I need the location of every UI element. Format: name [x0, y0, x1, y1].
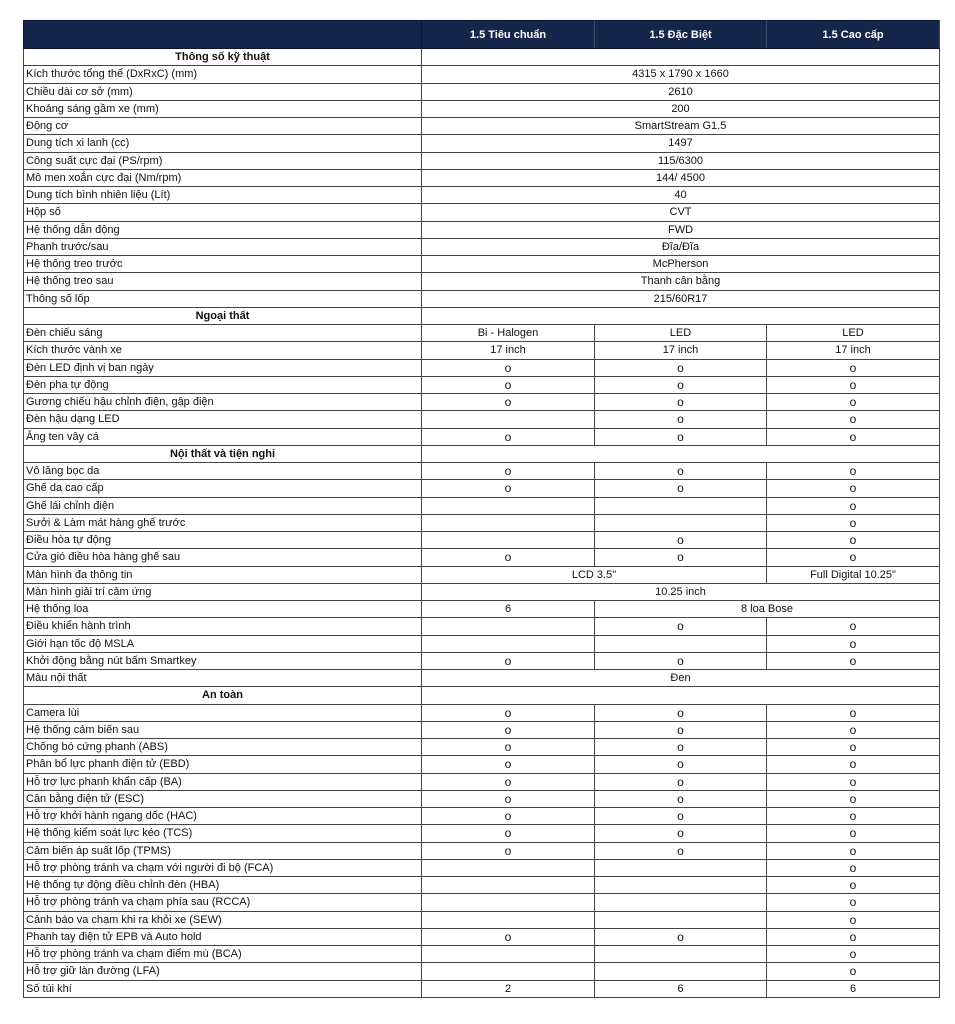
feature-available-mark: o: [767, 428, 940, 445]
feature-available-mark: o: [767, 790, 940, 807]
spec-row: [24, 342, 940, 359]
feature-available-mark: o: [422, 428, 595, 445]
section-blank-cell: [422, 445, 940, 462]
feature-available-mark: o: [767, 376, 940, 393]
spec-row: [24, 842, 940, 859]
feature-available-mark: o: [422, 480, 595, 497]
spec-row: [24, 497, 940, 514]
feature-available-mark: o: [767, 618, 940, 635]
spec-label: Ghế da cao cấp: [24, 480, 422, 497]
feature-available-mark: o: [422, 756, 595, 773]
spec-label: Hệ thống cảm biến sau: [24, 721, 422, 738]
spec-value: LED: [595, 325, 767, 342]
feature-available-mark: o: [595, 463, 767, 480]
spec-body: [24, 49, 940, 998]
spec-label: Mô men xoắn cực đại (Nm/rpm): [24, 169, 422, 186]
spec-label: Màn hình giải trí cảm ứng: [24, 583, 422, 600]
spec-label: Điều hòa tự động: [24, 532, 422, 549]
spec-label: Hộp số: [24, 204, 422, 221]
spec-value: [595, 946, 767, 963]
spec-row: [24, 721, 940, 738]
spec-value: CVT: [422, 204, 940, 221]
spec-value: Đen: [422, 670, 940, 687]
spec-value: 17 inch: [595, 342, 767, 359]
section-row: [24, 687, 940, 704]
header-trim-special: 1.5 Đặc Biệt: [595, 21, 767, 49]
spec-label: Ăng ten vây cá: [24, 428, 422, 445]
spec-label: Dung tích xi lanh (cc): [24, 135, 422, 152]
spec-label: Cảm biến áp suất lốp (TPMS): [24, 842, 422, 859]
spec-label: Số túi khí: [24, 980, 422, 997]
spec-value: SmartStream G1.5: [422, 118, 940, 135]
spec-row: [24, 756, 940, 773]
spec-row: [24, 790, 940, 807]
header-trim-premium: 1.5 Cao cấp: [767, 21, 940, 49]
spec-value: [595, 877, 767, 894]
feature-available-mark: o: [422, 376, 595, 393]
feature-available-mark: o: [422, 739, 595, 756]
feature-available-mark: o: [767, 411, 940, 428]
spec-row: [24, 359, 940, 376]
feature-available-mark: o: [767, 773, 940, 790]
spec-row: [24, 428, 940, 445]
spec-label: Hệ thống tự động điều chỉnh đèn (HBA): [24, 877, 422, 894]
spec-label: Kích thước tổng thể (DxRxC) (mm): [24, 66, 422, 83]
feature-available-mark: o: [595, 756, 767, 773]
feature-available-mark: o: [422, 359, 595, 376]
spec-label: Đèn pha tự động: [24, 376, 422, 393]
spec-value: [422, 946, 595, 963]
spec-label: Giới hạn tốc độ MSLA: [24, 635, 422, 652]
spec-value: [422, 963, 595, 980]
feature-available-mark: o: [595, 411, 767, 428]
section-row: [24, 49, 940, 66]
spec-row: [24, 514, 940, 531]
spec-value: 4315 x 1790 x 1660: [422, 66, 940, 83]
feature-available-mark: o: [422, 394, 595, 411]
spec-table: [23, 20, 940, 998]
spec-value: [422, 635, 595, 652]
spec-value: [422, 911, 595, 928]
feature-available-mark: o: [595, 928, 767, 945]
spec-label: Dung tích bình nhiên liệu (Lít): [24, 187, 422, 204]
spec-value: [422, 497, 595, 514]
feature-available-mark: o: [767, 394, 940, 411]
feature-available-mark: o: [767, 894, 940, 911]
spec-row: [24, 704, 940, 721]
spec-value: 6: [422, 601, 595, 618]
spec-value: Đĩa/Đĩa: [422, 238, 940, 255]
feature-available-mark: o: [595, 842, 767, 859]
feature-available-mark: o: [595, 808, 767, 825]
feature-available-mark: o: [767, 463, 940, 480]
spec-row: [24, 859, 940, 876]
feature-available-mark: o: [767, 911, 940, 928]
spec-value: Bi - Halogen: [422, 325, 595, 342]
spec-label: Phanh trước/sau: [24, 238, 422, 255]
spec-value: McPherson: [422, 256, 940, 273]
spec-row: [24, 877, 940, 894]
spec-row: [24, 411, 940, 428]
spec-row: [24, 204, 940, 221]
spec-row: [24, 911, 940, 928]
spec-value: [422, 532, 595, 549]
spec-value: [595, 911, 767, 928]
feature-available-mark: o: [422, 463, 595, 480]
spec-row: [24, 118, 940, 135]
spec-row: [24, 221, 940, 238]
spec-label: Camera lùi: [24, 704, 422, 721]
spec-value: [595, 894, 767, 911]
spec-value: Thanh cân bằng: [422, 273, 940, 290]
feature-available-mark: o: [422, 773, 595, 790]
feature-available-mark: o: [767, 549, 940, 566]
spec-label: Cửa gió điều hòa hàng ghế sau: [24, 549, 422, 566]
feature-available-mark: o: [767, 877, 940, 894]
spec-label: Cân bằng điện tử (ESC): [24, 790, 422, 807]
spec-label: Phân bổ lực phanh điện tử (EBD): [24, 756, 422, 773]
feature-available-mark: o: [595, 480, 767, 497]
spec-row: [24, 894, 940, 911]
section-blank-cell: [422, 307, 940, 324]
feature-available-mark: o: [767, 497, 940, 514]
spec-row: [24, 256, 940, 273]
spec-row: [24, 808, 940, 825]
spec-label: Công suất cực đại (PS/rpm): [24, 152, 422, 169]
spec-label: Đèn hậu dạng LED: [24, 411, 422, 428]
feature-available-mark: o: [767, 532, 940, 549]
feature-available-mark: o: [767, 739, 940, 756]
spec-value: [595, 514, 767, 531]
feature-available-mark: o: [767, 635, 940, 652]
spec-row: [24, 618, 940, 635]
spec-value: 2610: [422, 83, 940, 100]
spec-label: Chiều dài cơ sở (mm): [24, 83, 422, 100]
section-title: Thông số kỹ thuật: [24, 49, 422, 66]
spec-row: [24, 963, 940, 980]
spec-value: [422, 877, 595, 894]
feature-available-mark: o: [595, 376, 767, 393]
spec-row: [24, 135, 940, 152]
feature-available-mark: o: [422, 721, 595, 738]
feature-available-mark: o: [595, 618, 767, 635]
spec-row: [24, 773, 940, 790]
spec-row: [24, 394, 940, 411]
feature-available-mark: o: [595, 721, 767, 738]
spec-row: [24, 290, 940, 307]
spec-label: Gương chiếu hậu chỉnh điện, gập điện: [24, 394, 422, 411]
feature-available-mark: o: [767, 721, 940, 738]
spec-row: [24, 946, 940, 963]
spec-label: Hệ thống kiểm soát lực kéo (TCS): [24, 825, 422, 842]
spec-label: Sưởi & Làm mát hàng ghế trước: [24, 514, 422, 531]
spec-label: Chống bó cứng phanh (ABS): [24, 739, 422, 756]
spec-value: LCD 3.5": [422, 566, 767, 583]
spec-value: 40: [422, 187, 940, 204]
spec-label: Đèn chiếu sáng: [24, 325, 422, 342]
spec-label: Kích thước vành xe: [24, 342, 422, 359]
spec-row: [24, 532, 940, 549]
spec-value: 17 inch: [767, 342, 940, 359]
feature-available-mark: o: [767, 652, 940, 669]
spec-value: 8 loa Bose: [595, 601, 940, 618]
feature-available-mark: o: [422, 704, 595, 721]
spec-row: [24, 187, 940, 204]
spec-label: Điều khiển hành trình: [24, 618, 422, 635]
spec-label: Thông số lốp: [24, 290, 422, 307]
spec-row: [24, 549, 940, 566]
feature-available-mark: o: [767, 808, 940, 825]
spec-label: Đèn LED định vị ban ngày: [24, 359, 422, 376]
spec-row: [24, 169, 940, 186]
spec-label: Hệ thống loa: [24, 601, 422, 618]
feature-available-mark: o: [767, 842, 940, 859]
header-row: [24, 21, 940, 49]
spec-value: [595, 497, 767, 514]
spec-row: [24, 376, 940, 393]
feature-available-mark: o: [767, 946, 940, 963]
feature-available-mark: o: [422, 790, 595, 807]
feature-available-mark: o: [595, 532, 767, 549]
spec-row: [24, 601, 940, 618]
feature-available-mark: o: [767, 704, 940, 721]
feature-available-mark: o: [595, 359, 767, 376]
spec-row: [24, 66, 940, 83]
spec-value: 1497: [422, 135, 940, 152]
spec-value: [422, 894, 595, 911]
feature-available-mark: o: [767, 359, 940, 376]
spec-row: [24, 463, 940, 480]
spec-row: [24, 825, 940, 842]
spec-value: 144/ 4500: [422, 169, 940, 186]
feature-available-mark: o: [595, 428, 767, 445]
spec-row: [24, 100, 940, 117]
spec-row: [24, 325, 940, 342]
section-row: [24, 445, 940, 462]
feature-available-mark: o: [422, 549, 595, 566]
spec-label: Khoảng sáng gầm xe (mm): [24, 100, 422, 117]
spec-label: Khởi động bằng nút bấm Smartkey: [24, 652, 422, 669]
spec-label: Hệ thống treo trước: [24, 256, 422, 273]
section-blank-cell: [422, 49, 940, 66]
feature-available-mark: o: [595, 739, 767, 756]
spec-value: [422, 859, 595, 876]
spec-label: Màu nội thất: [24, 670, 422, 687]
spec-label: Màn hình đa thông tin: [24, 566, 422, 583]
feature-available-mark: o: [595, 825, 767, 842]
spec-label: Hỗ trợ phòng tránh va chạm với người đi bộ (FCA): [24, 859, 422, 876]
feature-available-mark: o: [595, 549, 767, 566]
feature-available-mark: o: [595, 790, 767, 807]
feature-available-mark: o: [767, 963, 940, 980]
section-row: [24, 307, 940, 324]
feature-available-mark: o: [422, 928, 595, 945]
spec-label: Hỗ trợ giữ làn đường (LFA): [24, 963, 422, 980]
feature-available-mark: o: [595, 704, 767, 721]
spec-value: Full Digital 10.25": [767, 566, 940, 583]
spec-row: [24, 739, 940, 756]
header-trim-standard: 1.5 Tiêu chuẩn: [422, 21, 595, 49]
feature-available-mark: o: [595, 394, 767, 411]
feature-available-mark: o: [422, 842, 595, 859]
spec-value: 17 inch: [422, 342, 595, 359]
spec-label: Động cơ: [24, 118, 422, 135]
section-title: An toàn: [24, 687, 422, 704]
feature-available-mark: o: [767, 514, 940, 531]
feature-available-mark: o: [767, 928, 940, 945]
spec-label: Cảnh báo va chạm khi ra khỏi xe (SEW): [24, 911, 422, 928]
feature-available-mark: o: [595, 652, 767, 669]
spec-row: [24, 652, 940, 669]
spec-label: Hỗ trợ phòng tránh va chạm phía sau (RCCA): [24, 894, 422, 911]
section-blank-cell: [422, 687, 940, 704]
section-title: Ngoại thất: [24, 307, 422, 324]
spec-label: Ghế lái chỉnh điện: [24, 497, 422, 514]
spec-label: Hệ thống dẫn động: [24, 221, 422, 238]
spec-value: [422, 514, 595, 531]
spec-label: Phanh tay điện tử EPB và Auto hold: [24, 928, 422, 945]
spec-row: [24, 273, 940, 290]
spec-row: [24, 583, 940, 600]
feature-available-mark: o: [595, 773, 767, 790]
spec-label: Hỗ trợ lực phanh khẩn cấp (BA): [24, 773, 422, 790]
spec-value: [422, 618, 595, 635]
spec-row: [24, 980, 940, 997]
feature-available-mark: o: [422, 825, 595, 842]
spec-value: 200: [422, 100, 940, 117]
spec-value: [595, 859, 767, 876]
spec-value: [422, 411, 595, 428]
spec-row: [24, 238, 940, 255]
spec-value: 215/60R17: [422, 290, 940, 307]
spec-value: LED: [767, 325, 940, 342]
spec-row: [24, 480, 940, 497]
spec-value: 2: [422, 980, 595, 997]
spec-value: 10.25 inch: [422, 583, 940, 600]
spec-row: [24, 635, 940, 652]
spec-row: [24, 566, 940, 583]
spec-value: [595, 635, 767, 652]
spec-value: FWD: [422, 221, 940, 238]
spec-value: [595, 963, 767, 980]
section-title: Nội thất và tiện nghi: [24, 445, 422, 462]
header-blank: [24, 21, 422, 49]
spec-label: Hỗ trợ khởi hành ngang dốc (HAC): [24, 808, 422, 825]
feature-available-mark: o: [767, 480, 940, 497]
spec-row: [24, 928, 940, 945]
spec-value: 6: [767, 980, 940, 997]
spec-label: Hệ thống treo sau: [24, 273, 422, 290]
feature-available-mark: o: [767, 859, 940, 876]
spec-value: 6: [595, 980, 767, 997]
feature-available-mark: o: [422, 808, 595, 825]
spec-label: Vô lăng bọc da: [24, 463, 422, 480]
spec-value: 115/6300: [422, 152, 940, 169]
feature-available-mark: o: [422, 652, 595, 669]
spec-label: Hỗ trợ phòng tránh va chạm điểm mù (BCA): [24, 946, 422, 963]
feature-available-mark: o: [767, 825, 940, 842]
spec-row: [24, 670, 940, 687]
spec-row: [24, 152, 940, 169]
spec-row: [24, 83, 940, 100]
feature-available-mark: o: [767, 756, 940, 773]
